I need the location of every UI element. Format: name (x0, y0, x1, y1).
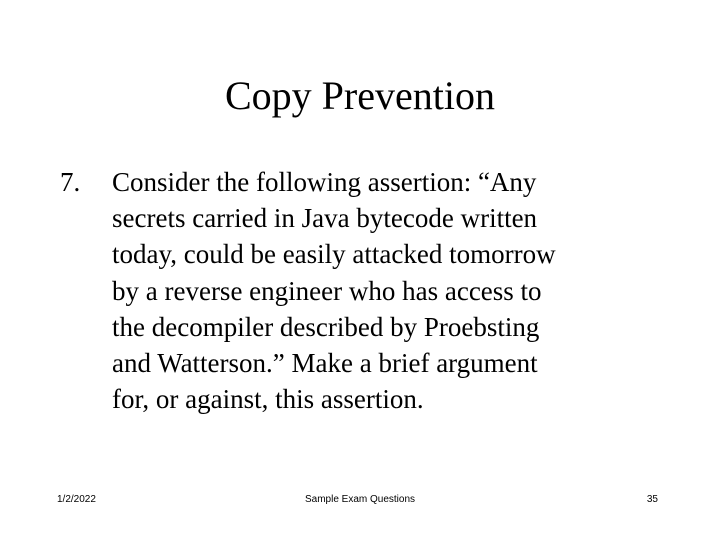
question-line-1: Consider the following assertion: “Any (112, 167, 537, 197)
footer-date: 1/2/2022 (57, 494, 96, 505)
exam-question (60, 164, 670, 417)
slide-number: 35 (646, 494, 658, 505)
slide-title: Copy Prevention (225, 73, 495, 118)
question-line-5: the decompiler described by Proebsting (112, 311, 540, 342)
question-line-3: today, could be easily attacked tomorrow (112, 239, 556, 270)
question-line-7: for, or against, this assertion. (112, 384, 424, 415)
question-number: 7. (60, 167, 81, 197)
question-line-4: by a reverse engineer who has access to (112, 275, 542, 306)
question-line-6: and Watterson.” Make a brief argument (112, 348, 538, 379)
question-text (112, 164, 670, 417)
question-line-2: secrets carried in Java bytecode written (112, 203, 538, 234)
footer-title: Sample Exam Questions (304, 494, 416, 505)
